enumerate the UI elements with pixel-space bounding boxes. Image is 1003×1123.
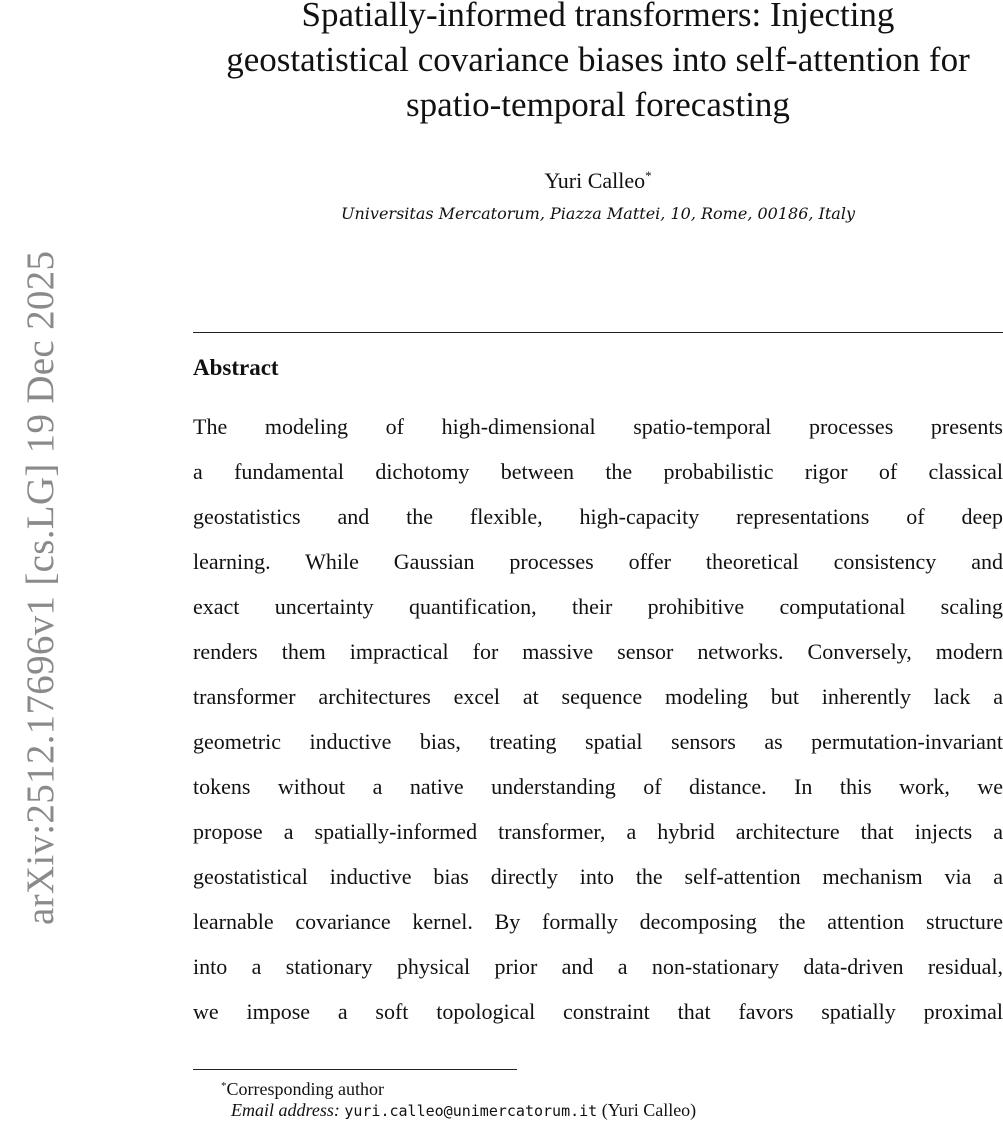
- footnote-rule: [193, 1069, 517, 1070]
- abstract-line: propose a spatially-informed transformer, a hybrid architecture that injects a: [193, 819, 1003, 844]
- author-name: Yuri Calleo: [544, 168, 646, 193]
- arxiv-identifier-stamp: arXiv:2512.17696v1 [cs.LG] 19 Dec 2025: [19, 250, 62, 925]
- abstract-line: transformer architectures excel at sequence modeling but inherently lack a: [193, 684, 1003, 709]
- title-line: geostatistical covariance biases into self-attention for: [226, 40, 970, 79]
- abstract-line: learnable covariance kernel. By formally decomposing the attention structure: [193, 909, 1003, 934]
- abstract-line: renders them impractical for massive sensor networks. Conversely, modern: [193, 639, 1003, 664]
- email-address-link[interactable]: yuri.calleo@unimercatorum.it: [344, 1102, 598, 1120]
- abstract-line: learning. While Gaussian processes offer theoretical consistency and: [193, 549, 1003, 574]
- paper-title: [193, 0, 1003, 127]
- author-line: [193, 161, 1003, 196]
- abstract-line: The modeling of high-dimensional spatio-temporal processes presents: [193, 414, 1003, 439]
- abstract-line: tokens without a native understanding of distance. In this work, we: [193, 774, 1003, 799]
- abstract-line: a fundamental dichotomy between the probabilistic rigor of classical: [193, 459, 1003, 484]
- email-label: Email address:: [231, 1100, 340, 1120]
- abstract-line: geometric inductive bias, treating spatial sensors as permutation-invariant: [193, 729, 1003, 754]
- corresponding-author-footnote: [221, 1074, 384, 1101]
- email-owner: (Yuri Calleo): [601, 1100, 697, 1120]
- abstract-line: geostatistical inductive bias directly into the self-attention mechanism via a: [193, 864, 1003, 889]
- abstract-line: into a stationary physical prior and a non-stationary data-driven residual,: [193, 954, 1003, 979]
- title-line: Spatially-informed transformers: Injecting: [301, 0, 895, 34]
- email-footnote: [231, 1098, 696, 1123]
- footnote-marker: *: [221, 1080, 227, 1092]
- abstract-line: exact uncertainty quantification, their prohibitive computational scaling: [193, 594, 1003, 619]
- abstract-line: geostatistics and the flexible, high-capacity representations of deep: [193, 504, 1003, 529]
- abstract-body: [193, 404, 1003, 1034]
- title-line: spatio-temporal forecasting: [406, 85, 790, 124]
- author-footnote-marker: *: [645, 168, 652, 183]
- abstract-line: we impose a soft topological constraint that favors spatially proximal: [193, 999, 1003, 1024]
- abstract-heading: Abstract: [193, 355, 279, 380]
- author-affiliation: Universitas Mercatorum, Piazza Mattei, 10, Rome, 00186, Italy: [341, 204, 855, 223]
- footnote-text: Corresponding author: [226, 1079, 384, 1099]
- abstract-top-rule: [193, 332, 1003, 333]
